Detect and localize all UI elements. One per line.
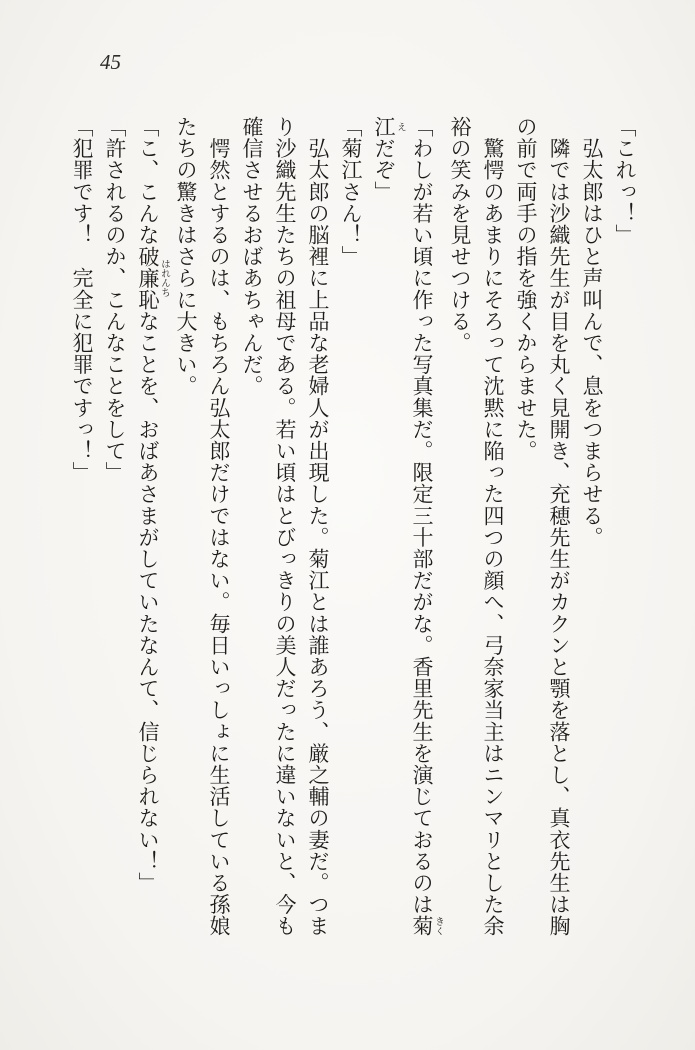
text-column-9: 「菊江さん！」	[339, 116, 363, 268]
furigana: きく	[433, 915, 443, 937]
text-column-4: の前で両手の指を強くからませた。	[514, 116, 538, 462]
text-column-17: 「犯罪です！ 完全に犯罪ですっ！」	[70, 116, 94, 484]
ruby-annotated-text: 破廉恥 はれんち	[136, 245, 169, 311]
text-column-15: 「こ、こんな破廉恥 はれんちなことを、おばあさまがしていたなんて、信じられない！」	[136, 116, 169, 894]
text-column-16: 「許されるのか、こんなことをして」	[103, 116, 127, 484]
ruby-annotated-text: 菊 きく	[410, 915, 443, 937]
text-column-1: 「これっ！」	[613, 116, 637, 246]
text-column-10: 弘太郎の脳裡に上品な老婦人が出現した。菊江とは誰あろう、厳之輔の妻だ。つま	[306, 116, 330, 937]
text-column-8: 江 えだぞ」	[372, 116, 405, 203]
ruby-annotated-text: 江 え	[372, 116, 405, 138]
page-number: 45	[100, 50, 121, 74]
furigana: はれんち	[159, 245, 169, 311]
text-column-7: 「わしが若い頃に作った写真集だ。限定三十部だがな。香里先生を演じておるのは菊 きく	[410, 116, 443, 937]
text-column-14: たちの驚きはさらに大きい。	[174, 116, 198, 397]
furigana: え	[395, 116, 405, 138]
text-column-11: り沙織先生たちの祖母である。若い頃はとびっきりの美人だったに違いないと、今も	[273, 116, 297, 937]
text-column-2: 弘太郎はひと声叫んで、息をつまらせる。	[580, 116, 604, 548]
text-column-3: 隣では沙織先生が目を丸く見開き、充穂先生がカクンと顎を落とし、真衣先生は胸	[547, 116, 571, 937]
text-column-5: 驚愕のあまりにそろって沈黙に陥った四つの顔へ、弓奈家当主はニンマリとした余	[481, 116, 505, 937]
text-column-12: 確信させるおばあちゃんだ。	[240, 116, 264, 397]
text-block	[65, 116, 641, 948]
text-column-6: 裕の笑みを見せつける。	[448, 116, 472, 354]
text-column-13: 愕然とするのは、もちろん弘太郎だけではない。毎日いっしょに生活している孫娘	[207, 116, 231, 937]
